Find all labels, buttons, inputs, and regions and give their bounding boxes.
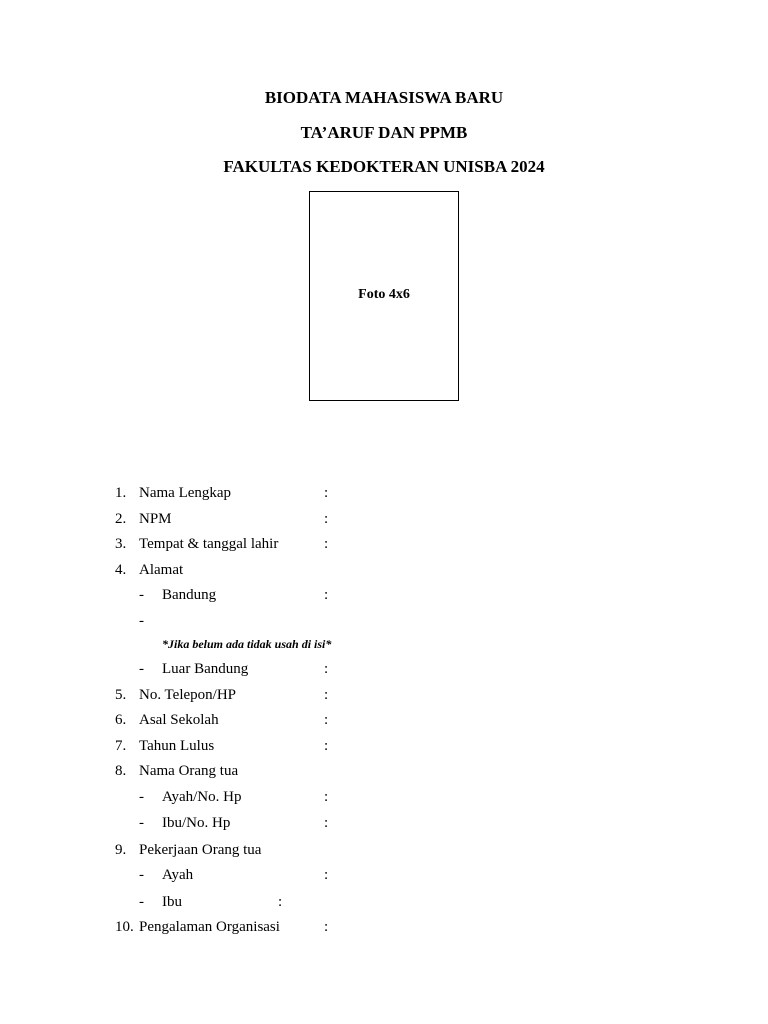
field-tahun-lulus (0, 736, 768, 756)
subfield-luar-bandung (0, 659, 768, 679)
field-label: Asal Sekolah (139, 712, 219, 728)
faculty-subtitle: FAKULTAS KEDOKTERAN UNISBA 2024 (223, 157, 545, 176)
subfield-ibu (0, 892, 768, 912)
bullet-dash: - (139, 867, 144, 883)
field-colon: : (278, 894, 283, 910)
field-npm (0, 509, 768, 529)
photo-placeholder (309, 191, 459, 401)
subfield-ayah (0, 865, 768, 885)
bullet-dash: - (139, 789, 144, 805)
event-subtitle: TA’ARUF DAN PPMB (300, 123, 468, 142)
field-number: 5. (115, 687, 127, 703)
field-number: 8. (115, 763, 127, 779)
subfield-ibu-hp (0, 813, 768, 833)
field-colon: : (324, 738, 329, 754)
subfield-label: Bandung (162, 587, 217, 603)
field-label: NPM (139, 511, 172, 527)
field-nama-orang-tua (0, 761, 768, 781)
field-colon: : (324, 587, 329, 603)
field-colon: : (324, 815, 329, 831)
subfield-label: Ibu/No. Hp (162, 815, 231, 831)
field-number: 7. (115, 738, 127, 754)
subfield-empty (0, 611, 768, 631)
field-colon: : (324, 919, 329, 935)
field-number: 6. (115, 712, 127, 728)
field-label: Pekerjaan Orang tua (139, 842, 262, 858)
field-colon: : (324, 712, 329, 728)
bullet-dash: - (139, 815, 144, 831)
field-number: 9. (115, 842, 127, 858)
subfield-bandung (0, 585, 768, 605)
field-number: 10. (115, 919, 134, 935)
field-number: 2. (115, 511, 127, 527)
field-number: 3. (115, 536, 127, 552)
field-pengalaman-organisasi (0, 917, 768, 937)
field-colon: : (324, 687, 329, 703)
bullet-dash: - (139, 661, 144, 677)
field-label: Nama Orang tua (139, 763, 239, 779)
field-colon: : (324, 485, 329, 501)
field-label: Tahun Lulus (139, 738, 215, 754)
subfield-label: Ayah/No. Hp (162, 789, 242, 805)
bullet-dash: - (139, 894, 144, 910)
bullet-dash: - (139, 613, 144, 629)
field-asal-sekolah (0, 710, 768, 730)
field-colon: : (324, 661, 329, 677)
field-label: Pengalaman Organisasi (139, 919, 280, 935)
field-colon: : (324, 867, 329, 883)
field-no-telepon (0, 685, 768, 705)
field-colon: : (324, 536, 329, 552)
subfield-label: Luar Bandung (162, 661, 249, 677)
field-label: Alamat (139, 562, 184, 578)
field-nama-lengkap (0, 483, 768, 503)
subfield-ayah-hp (0, 787, 768, 807)
field-alamat (0, 560, 768, 580)
field-colon: : (324, 789, 329, 805)
field-number: 4. (115, 562, 127, 578)
field-number: 1. (115, 485, 127, 501)
field-colon: : (324, 511, 329, 527)
photo-label: Foto 4x6 (358, 287, 410, 302)
field-label: Nama Lengkap (139, 485, 232, 501)
field-label: No. Telepon/HP (139, 687, 237, 703)
form-title: BIODATA MAHASISWA BARU (264, 88, 504, 107)
subfield-label: Ibu (162, 894, 182, 910)
fill-note: *Jika belum ada tidak usah di isi* (162, 637, 332, 651)
field-tempat-tanggal-lahir (0, 534, 768, 554)
subfield-label: Ayah (162, 867, 194, 883)
bullet-dash: - (139, 587, 144, 603)
field-label: Tempat & tanggal lahir (139, 536, 279, 552)
field-pekerjaan-orang-tua (0, 840, 768, 860)
